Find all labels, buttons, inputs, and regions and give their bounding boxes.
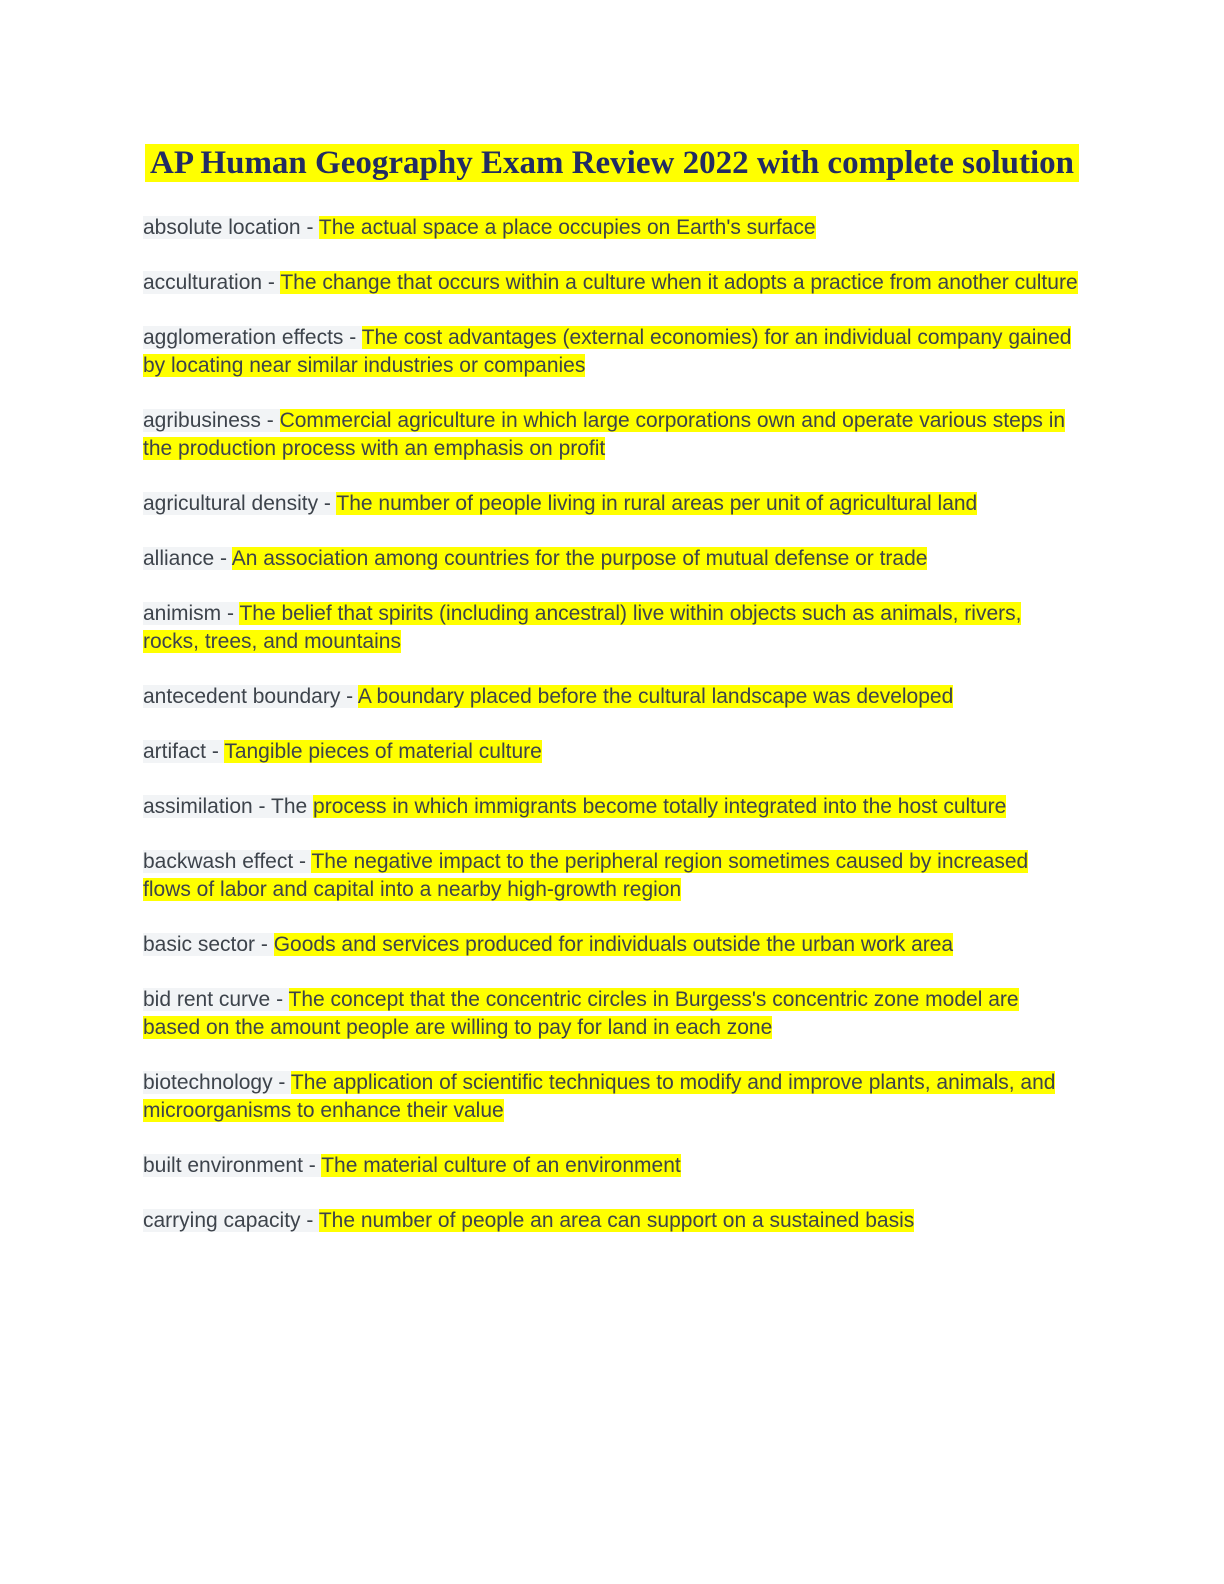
glossary-list: [143, 214, 1081, 1235]
definition-text: The application of scientific techniques to modify and improve plants, animals, and microorganisms to enhance their value: [143, 1071, 1056, 1122]
glossary-entry: [143, 931, 1081, 959]
definition-text: The belief that spirits (including ancestral) live within objects such as animals, rivers, rocks, trees, and mountains: [143, 602, 1022, 653]
definition-text: An association among countries for the purpose of mutual defense or trade: [231, 547, 928, 570]
glossary-entry: [143, 214, 1081, 242]
term-text: agribusiness -: [143, 409, 280, 432]
glossary-entry: [143, 490, 1081, 518]
glossary-entry: [143, 683, 1081, 711]
page-title-highlight: AP Human Geography Exam Review 2022 with complete solution: [145, 144, 1079, 182]
definition-text: Tangible pieces of material culture: [224, 740, 542, 763]
term-text: artifact -: [143, 740, 225, 763]
term-text: backwash effect -: [143, 850, 312, 873]
term-text: antecedent boundary -: [143, 685, 358, 708]
term-text: carrying capacity -: [143, 1209, 319, 1232]
definition-text: Goods and services produced for individuals outside the urban work area: [273, 933, 954, 956]
glossary-entry: [143, 738, 1081, 766]
definition-text: A boundary placed before the cultural landscape was developed: [357, 685, 954, 708]
definition-text: Commercial agriculture in which large corporations own and operate various steps in the production process with an emphasis on profit: [143, 409, 1066, 460]
definition-text: The cost advantages (external economies) for an individual company gained by locating near similar industries or companies: [143, 326, 1072, 377]
term-text: assimilation - The: [143, 795, 314, 818]
glossary-entry: [143, 407, 1081, 463]
definition-text: The negative impact to the peripheral region sometimes caused by increased flows of labor and capital into a nearby high-growth region: [143, 850, 1029, 901]
page-title: [143, 140, 1081, 186]
definition-text: The material culture of an environment: [321, 1154, 681, 1177]
term-text: acculturation -: [143, 271, 281, 294]
glossary-entry: [143, 545, 1081, 573]
term-text: agricultural density -: [143, 492, 337, 515]
definition-text: The concept that the concentric circles in Burgess's concentric zone model are based on the amount people are willing to pay for land in each zone: [143, 988, 1019, 1039]
glossary-entry: [143, 269, 1081, 297]
definition-text: The change that occurs within a culture when it adopts a practice from another culture: [280, 271, 1078, 294]
glossary-entry: [143, 1207, 1081, 1235]
glossary-entry: [143, 793, 1081, 821]
term-text: agglomeration effects -: [143, 326, 362, 349]
glossary-entry: [143, 1069, 1081, 1125]
glossary-entry: [143, 600, 1081, 656]
glossary-entry: [143, 986, 1081, 1042]
definition-text: The actual space a place occupies on Earth's surface: [318, 216, 816, 239]
definition-text: The number of people an area can support on a sustained basis: [318, 1209, 915, 1232]
term-text: built environment -: [143, 1154, 322, 1177]
term-text: basic sector -: [143, 933, 274, 956]
glossary-entry: [143, 324, 1081, 380]
term-text: absolute location -: [143, 216, 319, 239]
term-text: bid rent curve -: [143, 988, 289, 1011]
definition-text: The number of people living in rural areas per unit of agricultural land: [336, 492, 978, 515]
definition-text: process in which immigrants become totally integrated into the host culture: [313, 795, 1007, 818]
glossary-entry: [143, 848, 1081, 904]
glossary-entry: [143, 1152, 1081, 1180]
term-text: alliance -: [143, 547, 232, 570]
term-text: biotechnology -: [143, 1071, 291, 1094]
term-text: animism -: [143, 602, 240, 625]
